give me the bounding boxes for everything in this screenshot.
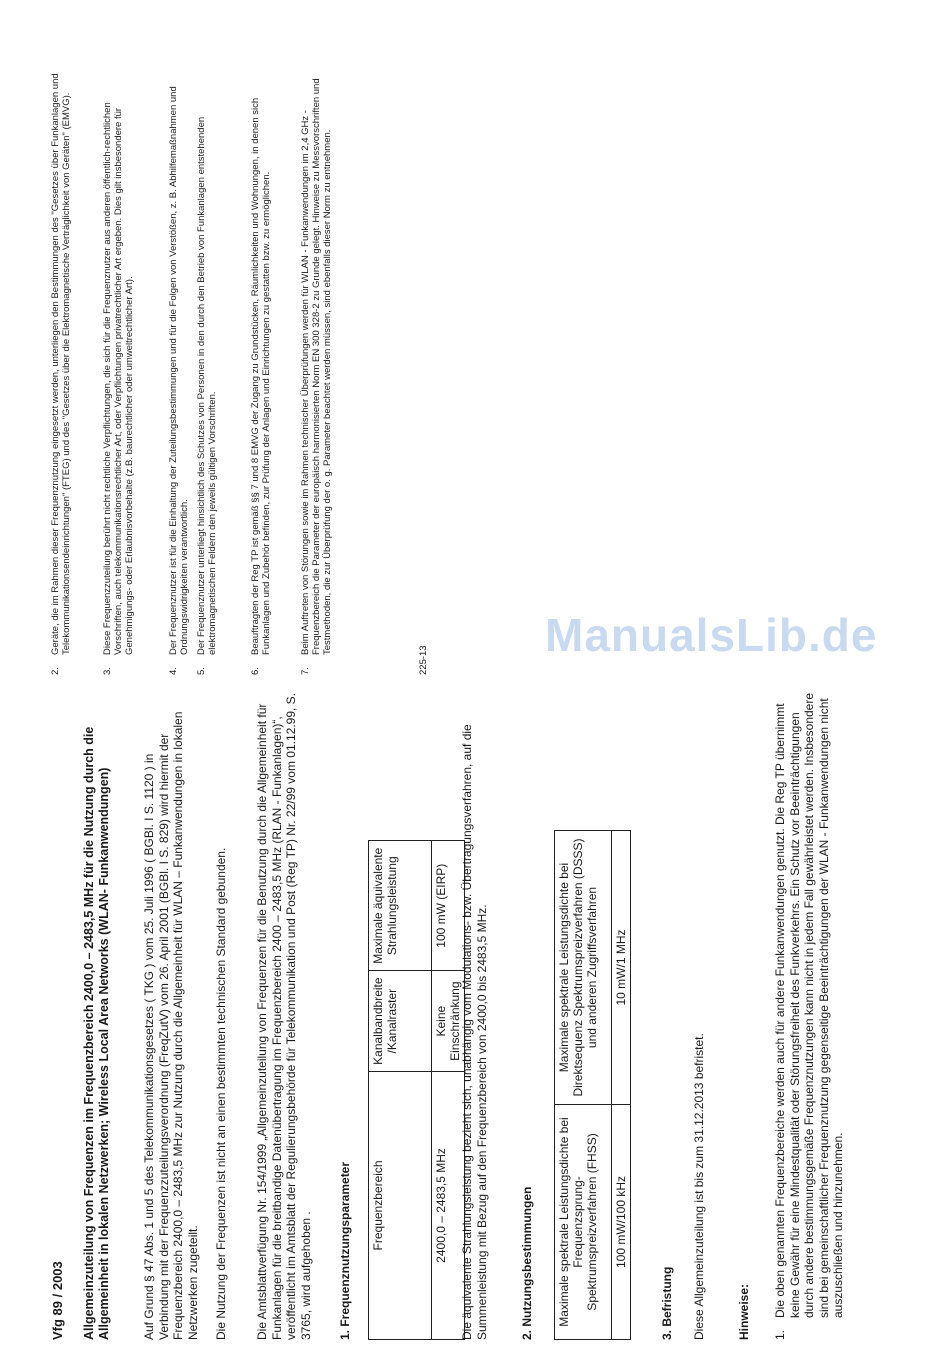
note-text: Beim Auftreten von Störungen sowie im Rahmen technischer Überprüfungen werden für WLAN - Funkanwendungen im 2,4 GHz - Frequenzbereich die Parameter der europäisch harmonisierten Norm EN 300 328-2 zu Grunde gelegt. Hinweise zu Messvorschriften und Testmethoden, die zur Überprüfung der o. g. Parameter beachtet werden müssen, sind ebenfalls dieser Norm zu entnehmen. [300, 78, 333, 655]
table-header-cell: Kanalbandbreite /Kanalraster [369, 971, 432, 1071]
intro-paragraph: Auf Grund § 47 Abs. 1 und 5 des Telekommunikationsgesetzes ( TKG ) vom 25. Juli 1996 ( BGBl. I S. 1120 ) in Verbindung mit der Frequenzzuteilungsverordnung (FreqZutV) vom 26. April 2001 (BGBl. I S. 829) wird hiermit der Frequenzbereich 2400,0 – 2483,5 MHz zur Nutzung durch die Allgemeinheit für WLAN – Funkanwendungen in lokalen Netzwerken zugeteilt. [142, 711, 200, 1340]
note-number: 2. [50, 667, 61, 675]
note-text: Geräte, die im Rahmen dieser Frequenznutzung eingesetzt werden, unterliegen den Bestimmungen des "Gesetzes über Funkanlagen und Telekommunikationsendeinrichtungen" (FTEG) und des "Gesetzes über die Elektromagnetische Verträglichkeit von Geräten" (EMVG). [50, 73, 72, 655]
table-header-cell: Frequenzbereich [369, 1071, 432, 1339]
section-heading-befristung: 3. Befristung [660, 1266, 674, 1340]
section-heading-frequenznutzungsparameter: 1. Frequenznutzungsparameter [338, 1161, 352, 1340]
manualslib-watermark: ManualsLib.de [545, 609, 878, 661]
standard-paragraph: Die Nutzung der Frequenzen ist nicht an einen bestimmten technischen Standard gebunden. [214, 847, 228, 1340]
note-text: Die oben genannten Frequenzbereiche werden auch für andere Funkanwendungen genutzt. Die Reg TP übernimmt keine Gewähr für eine Mindestqualität oder Störungsfreiheit des Funkverkehrs. Ein Schutz vor Beeinträchtigungen durch andere bestimmungsgemäße Frequenznutzungen kann nicht in jedem Fall gewährleistet werden. Insbesondere sind bei gemeinschaftlicher Frequenznutzung gegenseitige Beeinträchtigungen der WLAN - Funkanwendungen nicht auszuschließen und hinzunehmen. [773, 692, 845, 1318]
table-cell: Keine Einschränkung [432, 971, 465, 1071]
table-cell: 2400,0 – 2483,5 MHz [432, 1071, 465, 1339]
note-text: Der Frequenznutzer ist für die Einhaltung der Zuteilungsbestimmungen und für die Folgen von Verstößen, z. B. Abhilfemaßnahmen und Ordnungswidrigkeiten verantwortlich. [168, 86, 190, 655]
table-cell: 10 mW/1 MHz [612, 831, 631, 1105]
left-column [0, 680, 950, 1340]
table-header-cell: Maximale spektrale Leistungsdichte bei Direktsequenz Spektrumspreizverfahren (DSSS) und anderen Zugriffsverfahren [555, 831, 612, 1105]
document-title: Allgemeinzuteilung von Frequenzen im Frequenzbereich 2400,0 – 2483,5 MHz für die Nutzung durch die Allgemeinheit in lokalen Netzwerken; Wireless Local Area Networks (WLAN- Funkanwendungen) [82, 726, 111, 1340]
frequency-parameter-table [368, 840, 465, 1340]
note-text: Diese Frequenzzuteilung berührt nicht rechtliche Verpflichtungen, die sich für die Frequenznutzer aus anderen öffentlich-rechtlichen Vorschriften, auch telekommunikationsrechtlicher Art, oder Verpflichtungen privatrechtlicher Art ergeben. Dies gilt insbesondere für Genehmigungs- oder Erlaubnisvorbehalte (z.B. baurechtlicher oder umweltrechtlicher Art). [102, 102, 135, 655]
vfg-number: Vfg 89 / 2003 [50, 1261, 65, 1340]
note-number: 4. [168, 667, 179, 675]
equivalent-power-paragraph: Die äquivalente Strahlungsleistung bezieht sich, unabhängig vom Modulations- bzw. Übertragungsverfahren, auf die Summenleistung mit Bezug auf den Frequenzbereich von 2400,0 bis 2483,5 MHz. [460, 724, 489, 1340]
power-density-table [554, 830, 631, 1340]
table-row [612, 831, 631, 1340]
note-number: 3. [102, 667, 113, 675]
table-cell: 100 mW/100 kHz [612, 1104, 631, 1339]
befristung-paragraph: Diese Allgemeinzuteilung ist bis zum 31.12.2013 befristet. [692, 1033, 706, 1340]
note-number: 1. [773, 1329, 787, 1340]
document-number: 225-13 [418, 645, 429, 675]
table-header-cell: Maximale äquivalente Strahlungsleistung [369, 841, 432, 971]
note-number: 7. [300, 667, 311, 675]
table-header-row [555, 831, 612, 1340]
note-text: Der Frequenznutzer unterliegt hinsichtlich des Schutzes von Personen in den durch den Betrieb von Funkanlagen entstehenden elektromagnetischen Feldern den jeweils gültigen Vorschriften. [196, 116, 218, 655]
amtsblatt-paragraph: Die Amtsblattverfügung Nr. 154/1999 „Allgemeinzuteilung von Frequenzen für die Benutzung durch die Allgemeinheit für Funkanlagen für die breitbandige Datenübertragung im Frequenzbereich 2400 – 2483,5 MHz (RLAN - Funkanlagen)“, veröffentlicht im Amtsblatt der Regulierungsbehörde für Telekommunikation und Post (Reg TP) Nr. 22/99 vom 01.12.99, S. 3765, wird aufgehoben . [255, 692, 313, 1340]
right-column [0, 35, 950, 675]
note-number: 6. [250, 667, 261, 675]
table-header-row [369, 841, 432, 1340]
note-number: 5. [196, 667, 207, 675]
section-heading-nutzungsbestimmungen: 2. Nutzungsbestimmungen [520, 1186, 534, 1340]
hinweise-heading: Hinweise: [737, 1283, 751, 1340]
table-header-cell: Maximale spektrale Leistungsdichte bei Frequenzsprung-Spektrumspreizverfahren (FHSS) [555, 1104, 612, 1339]
table-cell: 100 mW (EIRP) [432, 841, 465, 971]
note-text: Beauftragten der Reg TP ist gemäß §§ 7 und 8 EMVG der Zugang zu Grundstücken, Räumlichkeiten und Wohnungen, in denen sich Funkanlagen und Zubehör befinden, zur Prüfung der Anlagen und Einrichtungen zu gestatten bzw. zu ermöglichen. [250, 97, 272, 655]
